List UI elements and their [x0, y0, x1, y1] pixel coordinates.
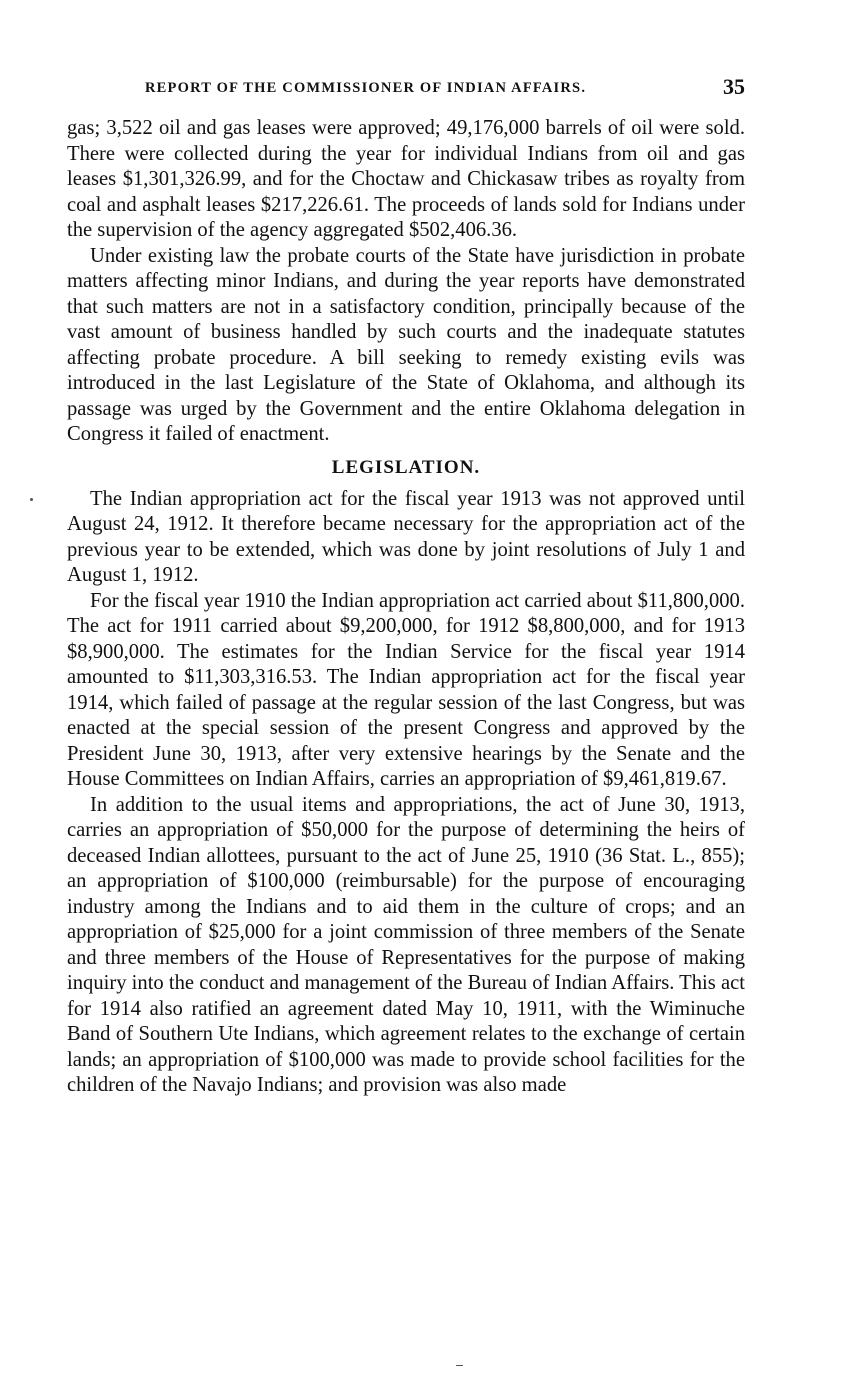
section-heading: LEGISLATION.	[331, 456, 481, 478]
page-number: 35	[723, 74, 745, 99]
print-speck	[456, 1365, 463, 1366]
paragraph-appropriation-1913: The Indian appropriation act for the fiscal year 1913 was not approved until August 24, 1912. It therefore became necessary for the appropriation act of the previous year to be extended, which was done by joint resolutions of July 1 and August 1, 1912.	[67, 487, 745, 586]
paragraph-additional-items: In addition to the usual items and appropriations, the act of June 30, 1913, carries an appropriation of $50,000 for the purpose of determining the heirs of deceased Indian allottees, pursuant to the act of June 25, 1910 (36 Stat. L., 855); an appropriation of $100,000 (reimbursable) for the purpose of encouraging industry among the Indians and to aid them in the culture of crops; and an appropriation of $25,000 for a joint commission of three members of the Senate and three members of the House of Representatives for the purpose of making inquiry into the conduct and management of the Bureau of Indian Affairs. This act for 1914 also ratified an agreement dated May 10, 1911, with the Wiminuche Band of Southern Ute Indians, which agreement relates to the exchange of certain lands; an appropriation of $100,000 was made to provide school facilities for the children of the Navajo Indians; and provision was also made	[67, 793, 745, 1096]
paragraph-fiscal-year-amounts: For the fiscal year 1910 the Indian appropriation act carried about $11,800,000. The act for 1911 carried about $9,200,000, for 1912 $8,800,000, and for 1913 $8,900,000. The estimates for the Indian Service for the fiscal year 1914 amounted to $11,303,316.53. The Indian appropriation act for the fiscal year 1914, which failed of passage at the regular session of the last Congress, but was enacted at the special session of the present Congress and approved by the President June 30, 1913, after very extensive hearings by the Senate and the House Committees on Indian Affairs, carries an appropriation of $9,461,819.67.	[67, 589, 745, 790]
paragraph-probate-courts: Under existing law the probate courts of the State have jurisdiction in probate matters affecting minor Indians, and during the year reports have demonstrated that such matters are not in a satisfactory condition, principally because of the vast amount of business handled by such courts and the inadequate statutes affecting probate procedure. A bill seeking to remedy existing evils was introduced in the last Legislature of the State of Oklahoma, and although its passage was urged by the Government and the entire Oklahoma delegation in Congress it failed of enactment.	[67, 244, 745, 445]
running-title: REPORT OF THE COMMISSIONER OF INDIAN AFFAIRS.	[145, 80, 587, 96]
running-header	[67, 74, 745, 102]
print-speck	[30, 498, 33, 501]
body-text	[67, 116, 745, 1099]
paragraph-continued: gas; 3,522 oil and gas leases were approved; 49,176,000 barrels of oil were sold. There were collected during the year for individual Indians from oil and gas leases $1,301,326.99, and for the Choctaw and Chickasaw tribes as royalty from coal and asphalt leases $217,226.61. The proceeds of lands sold for Indians under the supervision of the agency aggregated $502,406.36.	[67, 117, 745, 241]
